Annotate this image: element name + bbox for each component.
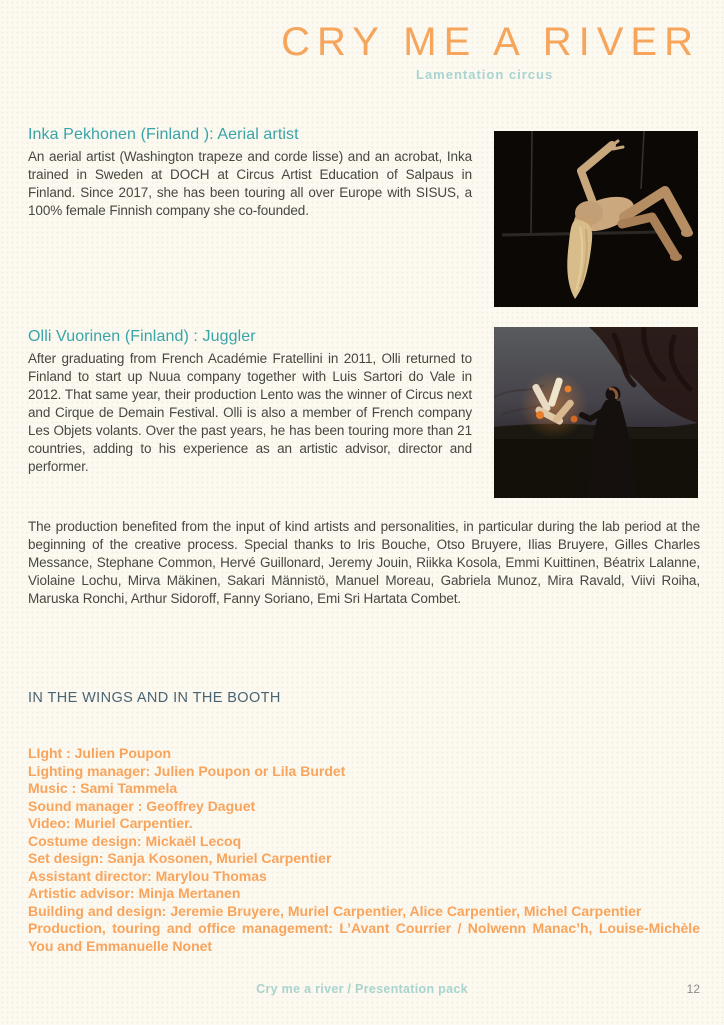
artist-bio: After graduating from French Académie Fratellini in 2011, Olli returned to Finland to start up Nuua company together with Luis Sartori do Vale in 2012. That same year, their production Lento was the winner of Circus next and Cirque de Demain Festival. Olli is also a member of French company Les Objets volants. Over the past years, he has been touring more than 21 countries, adding to his experience as an artistic advisor, director and performer.: [28, 351, 472, 474]
credit-video: Video: Muriel Carpentier.: [28, 815, 193, 831]
credit-artistic-advisor: Artistic advisor: Minja Mertanen: [28, 885, 241, 901]
credit-sound-manager: Sound manager : Geoffrey Daguet: [28, 797, 256, 814]
credit-lighting-manager: Lighting manager: Julien Poupon or Lila Burdet: [28, 762, 346, 779]
artist-section-olli: [28, 328, 472, 476]
credit-building-design: Building and design: Jeremie Bruyere, Muriel Carpentier, Alice Carpentier, Michel Carpentier: [28, 902, 642, 919]
credit-light: LIght : Julien Poupon: [28, 745, 172, 761]
artist-heading: Olli Vuorinen (Finland) : Juggler: [28, 328, 256, 345]
footer-title: Cry me a river / Presentation pack: [256, 982, 468, 996]
page-subtitle: Lamentation circus: [416, 67, 554, 82]
wings-booth-heading: IN THE WINGS AND IN THE BOOTH: [28, 690, 281, 706]
special-thanks-paragraph: The production benefited from the input of kind artists and personalities, in particular during the lab period at the beginning of the creative process. Special thanks to Iris Bouche, Otso Bruyere, Ilias Bruyere, Gilles Charles Messance, Stephane Common, Hervé Guillonard, Jeremy Jouin, Riikka Kosola, Emmi Kuittinen, Béatrix Lalanne, Violaine Lochu, Mirva Mäkinen, Sakari Männistö, Manuel Moreau, Gabriela Munoz, Mira Ravald, Viivi Roiha, Maruska Ronchi, Arthur Sidoroff, Fanny Soriano, Emi Sri Hartata Combet.: [28, 519, 700, 606]
credit-production-management: Production, touring and office management: L’Avant Courrier / Nolwenn Manac’h, Louise-Michèle You and Emmanuelle Nonet: [28, 920, 700, 954]
credits-list: [28, 745, 700, 955]
artist-section-inka: [28, 126, 472, 220]
aerial-artist-photo: [494, 131, 698, 307]
credit-costume-design: Costume design: Mickaël Lecoq: [28, 832, 242, 849]
juggler-photo: [494, 327, 698, 498]
artist-heading: Inka Pekhonen (Finland ): Aerial artist: [28, 126, 299, 143]
page-title: CRY ME A RIVER: [281, 20, 700, 64]
credit-assistant-director: Assistant director: Marylou Thomas: [28, 867, 267, 884]
artist-bio: An aerial artist (Washington trapeze and corde lisse) and an acrobat, Inka trained in Sweden at DOCH at Circus Artist Education of Salpaus in Finland. Since 2017, she has been touring all over Europe with SISUS, a 100% female Finnish company she co-founded.: [28, 149, 472, 218]
credit-music: Music : Sami Tammela: [28, 780, 178, 796]
page-number: 12: [686, 982, 700, 996]
credit-set-design: Set design: Sanja Kosonen, Muriel Carpentier: [28, 850, 332, 866]
